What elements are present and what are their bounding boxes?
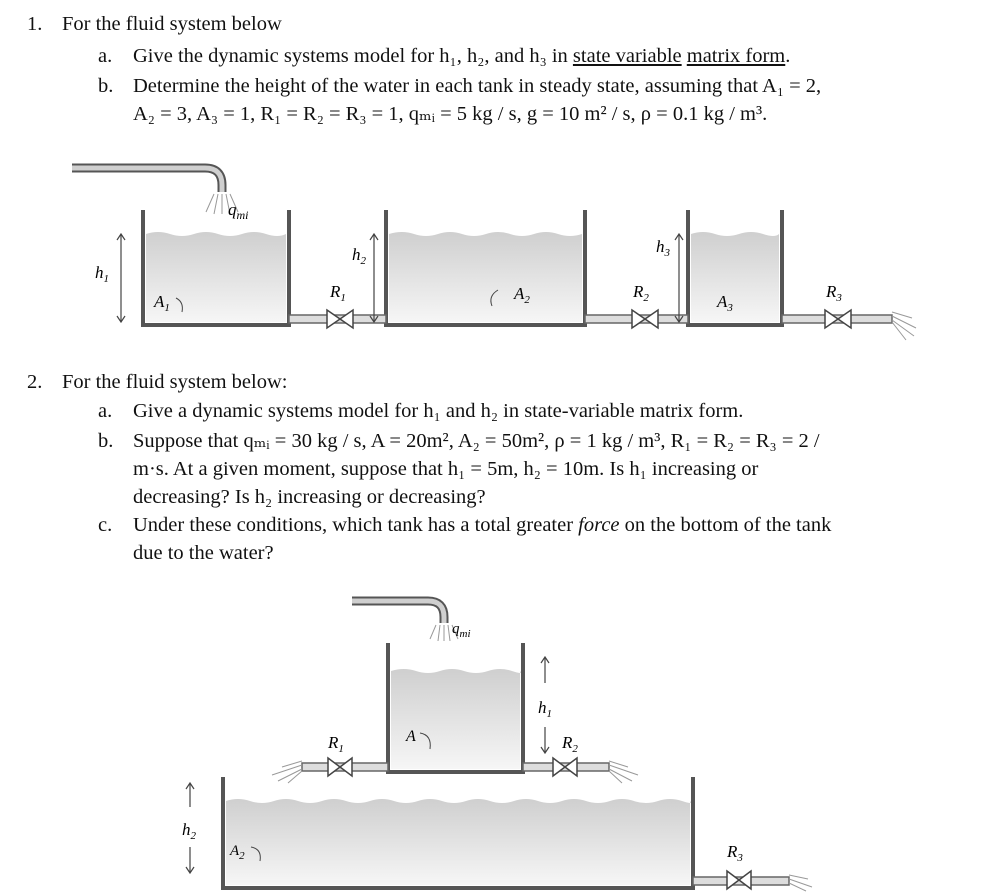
problem-2b-letter: b. (98, 430, 114, 452)
fig1-R2-label: $R_2$ (633, 282, 649, 304)
fig2-inflow-pipe (352, 601, 458, 641)
tank-2 (386, 210, 585, 325)
fig2-R1-label: $R_1$ (328, 733, 344, 755)
underlined-matrix-form: matrix form (686, 45, 786, 67)
problem-1b-line2: A₂ = 3, A₃ = 1, R₁ = R₂ = R₃ = 1, qₘᵢ = 5 kg / s, g = 10 m² / s, ρ = 0.1 kg / m³. (133, 103, 768, 125)
valve-R1 (327, 310, 353, 328)
problem-2b-line1: Suppose that qₘᵢ = 30 kg / s, A = 20m², A₂ = 50m², ρ = 1 kg / m³, R₁ = R₂ = R₃ = 2 / (133, 430, 820, 452)
fig2-h1-label: $h_1$ (538, 698, 552, 720)
fig1-A1-label: $A_1$ (154, 292, 170, 314)
problem-2c-letter: c. (98, 514, 113, 536)
problem-2c-line1: Under these conditions, which tank has a total greater force on the bottom of the tank (133, 514, 832, 536)
problem-1a-text: Give the dynamic systems model for h₁, h₂, and h₃ in state variable matrix form. (133, 45, 791, 67)
fig2-valve-R2 (553, 758, 577, 776)
problem-1a-letter: a. (98, 45, 113, 67)
upper-tank-A (388, 643, 523, 772)
problem-1-number: 1. (27, 13, 43, 35)
emphasis-force: force (578, 514, 620, 536)
inflow-pipe (72, 168, 238, 214)
problem-2b-line2: m·s. At a given moment, suppose that h₁ = 5m, h₂ = 10m. Is h₁ increasing or (133, 458, 759, 480)
tank-3 (688, 210, 782, 325)
connecting-pipes (289, 312, 916, 340)
fig2-inflow-label: $q_{mi}$ (452, 621, 471, 640)
problem-2a-text: Give a dynamic systems model for h₁ and h₂ in state-variable matrix form. (133, 400, 744, 422)
fig1-h1-label: $h_1$ (95, 263, 109, 285)
lower-tank-A2 (223, 777, 693, 888)
problem-1-stem: For the fluid system below (62, 13, 282, 35)
fig1-h2-label: $h_2$ (352, 245, 366, 267)
fig1-R3-label: $R_3$ (826, 282, 842, 304)
fig2-outlet-pipe (693, 875, 812, 891)
fig1-inflow-label: $q_{mi}$ (228, 200, 249, 222)
problem-2b-line3: decreasing? Is h₂ increasing or decreasing? (133, 486, 486, 508)
figure-1-three-tanks (0, 150, 983, 345)
figure-2-stacked-tanks (0, 585, 983, 895)
valve-R2 (632, 310, 658, 328)
fig1-A2-label: $A_2$ (514, 284, 530, 306)
problem-2c-line2: due to the water? (133, 542, 274, 564)
fig2-A-label: A (406, 728, 416, 745)
fig1-R1-label: $R_1$ (330, 282, 346, 304)
fig2-R2-label: $R_2$ (562, 733, 578, 755)
fig1-h3-label: $h_3$ (656, 237, 670, 259)
problem-1b-line1: Determine the height of the water in each tank in steady state, assuming that A₁ = 2, (133, 75, 822, 97)
fig2-A2-label: $A_2$ (230, 843, 245, 862)
underlined-state-variable: state variable (572, 45, 682, 67)
fig2-valve-R3 (727, 871, 751, 889)
fig2-valve-R1 (328, 758, 352, 776)
valve-R3 (825, 310, 851, 328)
problem-2a-letter: a. (98, 400, 113, 422)
fig2-h2-label: $h_2$ (182, 820, 196, 842)
problem-1b-letter: b. (98, 75, 114, 97)
problem-2-stem: For the fluid system below: (62, 371, 288, 393)
fig2-R3-label: $R_3$ (727, 842, 743, 864)
fig1-A3-label: $A_3$ (717, 292, 733, 314)
problem-2-number: 2. (27, 371, 43, 393)
